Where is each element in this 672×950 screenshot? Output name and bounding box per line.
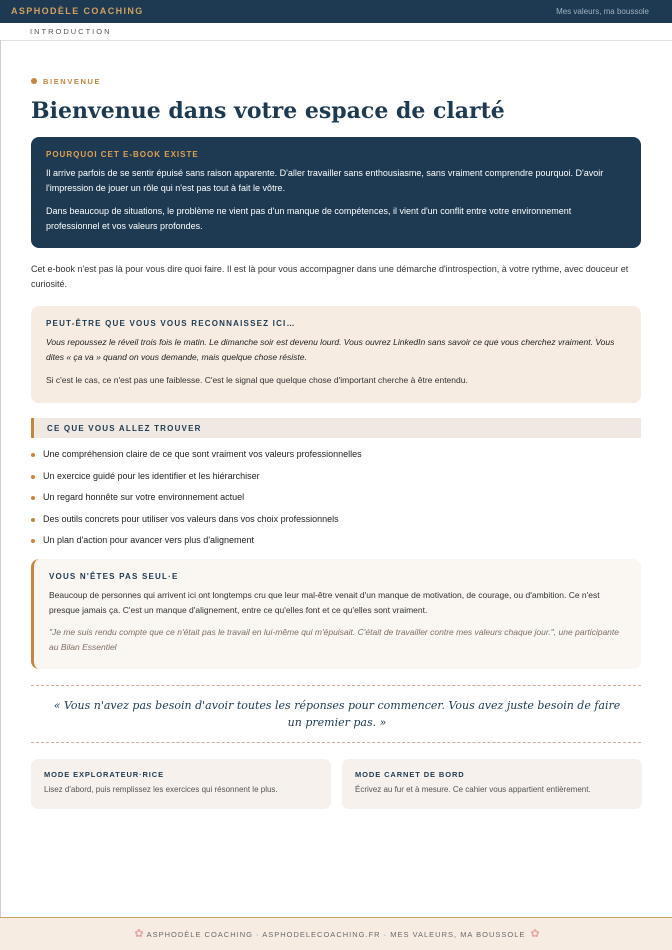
- mode-card-explorer: [31, 759, 331, 809]
- list-item: [31, 490, 362, 512]
- mode-card-text: Lisez d'abord, puis remplissez les exercices qui résonnent le plus.: [44, 785, 278, 794]
- mode-card-logbook: [342, 759, 642, 809]
- bullet-icon: [31, 518, 35, 522]
- list-item: [31, 512, 362, 534]
- why-box-paragraph-2: Dans beaucoup de situations, le problème ne vient pas d'un manque de compétences, il vient d'un conflit entre votre environnement professionnel et vos valeurs profondes.: [46, 206, 572, 231]
- list-item: [31, 533, 362, 555]
- mode-card-title: MODE EXPLORATEUR·RICE: [44, 770, 165, 779]
- pull-quote: « Vous n'avez pas besoin d'avoir toutes les réponses pour commencer. Vous avez juste besoin de faire un premier pas. »: [53, 699, 621, 729]
- testimonial: "Je me suis rendu compte que ce n'était pas le travail en lui-même qui m'épuisait. C'était de travailler contre mes valeurs chaque jour.", une participante au Bilan Essentiel: [49, 627, 619, 652]
- section-nav: [0, 23, 672, 41]
- bullet-icon: [31, 496, 35, 500]
- recognize-box: [31, 306, 641, 403]
- page-title: Bienvenue dans votre espace de clarté: [31, 98, 505, 124]
- mode-card-text: Écrivez au fur et à mesure. Ce cahier vous appartient entièrement.: [355, 785, 591, 794]
- eyebrow-label: BIENVENUE: [43, 77, 102, 86]
- bullet-icon: [31, 539, 35, 543]
- flower-icon: ✿: [134, 928, 144, 940]
- divider: [31, 742, 641, 743]
- top-bar: [0, 0, 672, 23]
- footer: [0, 917, 672, 950]
- recognize-box-paragraph-2: Si c'est le cas, ce n'est pas une faiblesse. C'est le signal que quelque chose d'important cherche à être entendu.: [46, 375, 468, 385]
- list-item: [31, 469, 362, 491]
- section-label: INTRODUCTION: [30, 27, 112, 36]
- header-tagline: Mes valeurs, ma boussole: [556, 7, 649, 16]
- not-alone-box: [31, 559, 641, 669]
- why-box-paragraph-1: Il arrive parfois de se sentir épuisé sans raison apparente. D'aller travailler sans enthousiasme, sans vraiment comprendre pourquoi. D'avoir l'impression de jouer un rôle qui n'est pas tout à fait le vôtre.: [46, 168, 604, 193]
- divider: [31, 685, 641, 686]
- not-alone-heading: VOUS N'ÊTES PAS SEUL·E: [49, 572, 179, 581]
- intro-paragraph: Cet e-book n'est pas là pour vous dire quoi faire. Il est là pour vous accompagner dans une démarche d'introspection, à votre rythme, avec douceur et curiosité.: [31, 264, 629, 289]
- section-heading-label: CE QUE VOUS ALLEZ TROUVER: [47, 424, 202, 433]
- findings-list: [31, 447, 362, 555]
- list-item-text: Un exercice guidé pour les identifier et les hiérarchiser: [43, 470, 260, 481]
- why-box: [31, 137, 641, 248]
- list-item-text: Un regard honnête sur votre environnement actuel: [43, 492, 245, 502]
- list-item-text: Une compréhension claire de ce que sont vraiment vos valeurs professionnelles: [43, 449, 362, 459]
- list-item: [31, 447, 362, 469]
- flower-icon: ✿: [530, 928, 540, 940]
- not-alone-paragraph: Beaucoup de personnes qui arrivent ici ont longtemps cru que leur mal-être venait d'un manque de motivation, de courage, ou d'ambition. Ce n'est presque jamais ça. C'est un manque d'alignement, entre ce qu'elles font et ce qu'elles sont vraiment.: [49, 590, 600, 615]
- footer-text: ASPHODÈLE COACHING · ASPHODELECOACHING.FR · MES VALEURS, MA BOUSSOLE: [146, 930, 526, 939]
- why-box-heading: POURQUOI CET E-BOOK EXISTE: [46, 150, 199, 159]
- eyebrow: [31, 77, 101, 86]
- section-heading: [31, 418, 641, 438]
- dot-icon: [31, 78, 37, 84]
- recognize-box-heading: PEUT-ÊTRE QUE VOUS VOUS RECONNAISSEZ ICI…: [46, 319, 296, 328]
- bullet-icon: [31, 475, 35, 479]
- mode-card-title: MODE CARNET DE BORD: [355, 770, 465, 779]
- list-item-text: Des outils concrets pour utiliser vos valeurs dans vos choix professionnels: [43, 513, 339, 524]
- page-edge: [0, 40, 1, 949]
- bullet-icon: [31, 453, 35, 457]
- recognize-box-paragraph-1: Vous repoussez le réveil trois fois le matin. Le dimanche soir est devenu lourd. Vous ouvrez LinkedIn sans savoir ce que vous cherchez vraiment. Vous dites « ça va » quand on vous demande, mais quelque chose résiste.: [46, 337, 615, 362]
- brand-name: ASPHODÈLE COACHING: [11, 6, 144, 16]
- list-item-text: Un plan d'action pour avancer vers plus d'alignement: [43, 535, 255, 545]
